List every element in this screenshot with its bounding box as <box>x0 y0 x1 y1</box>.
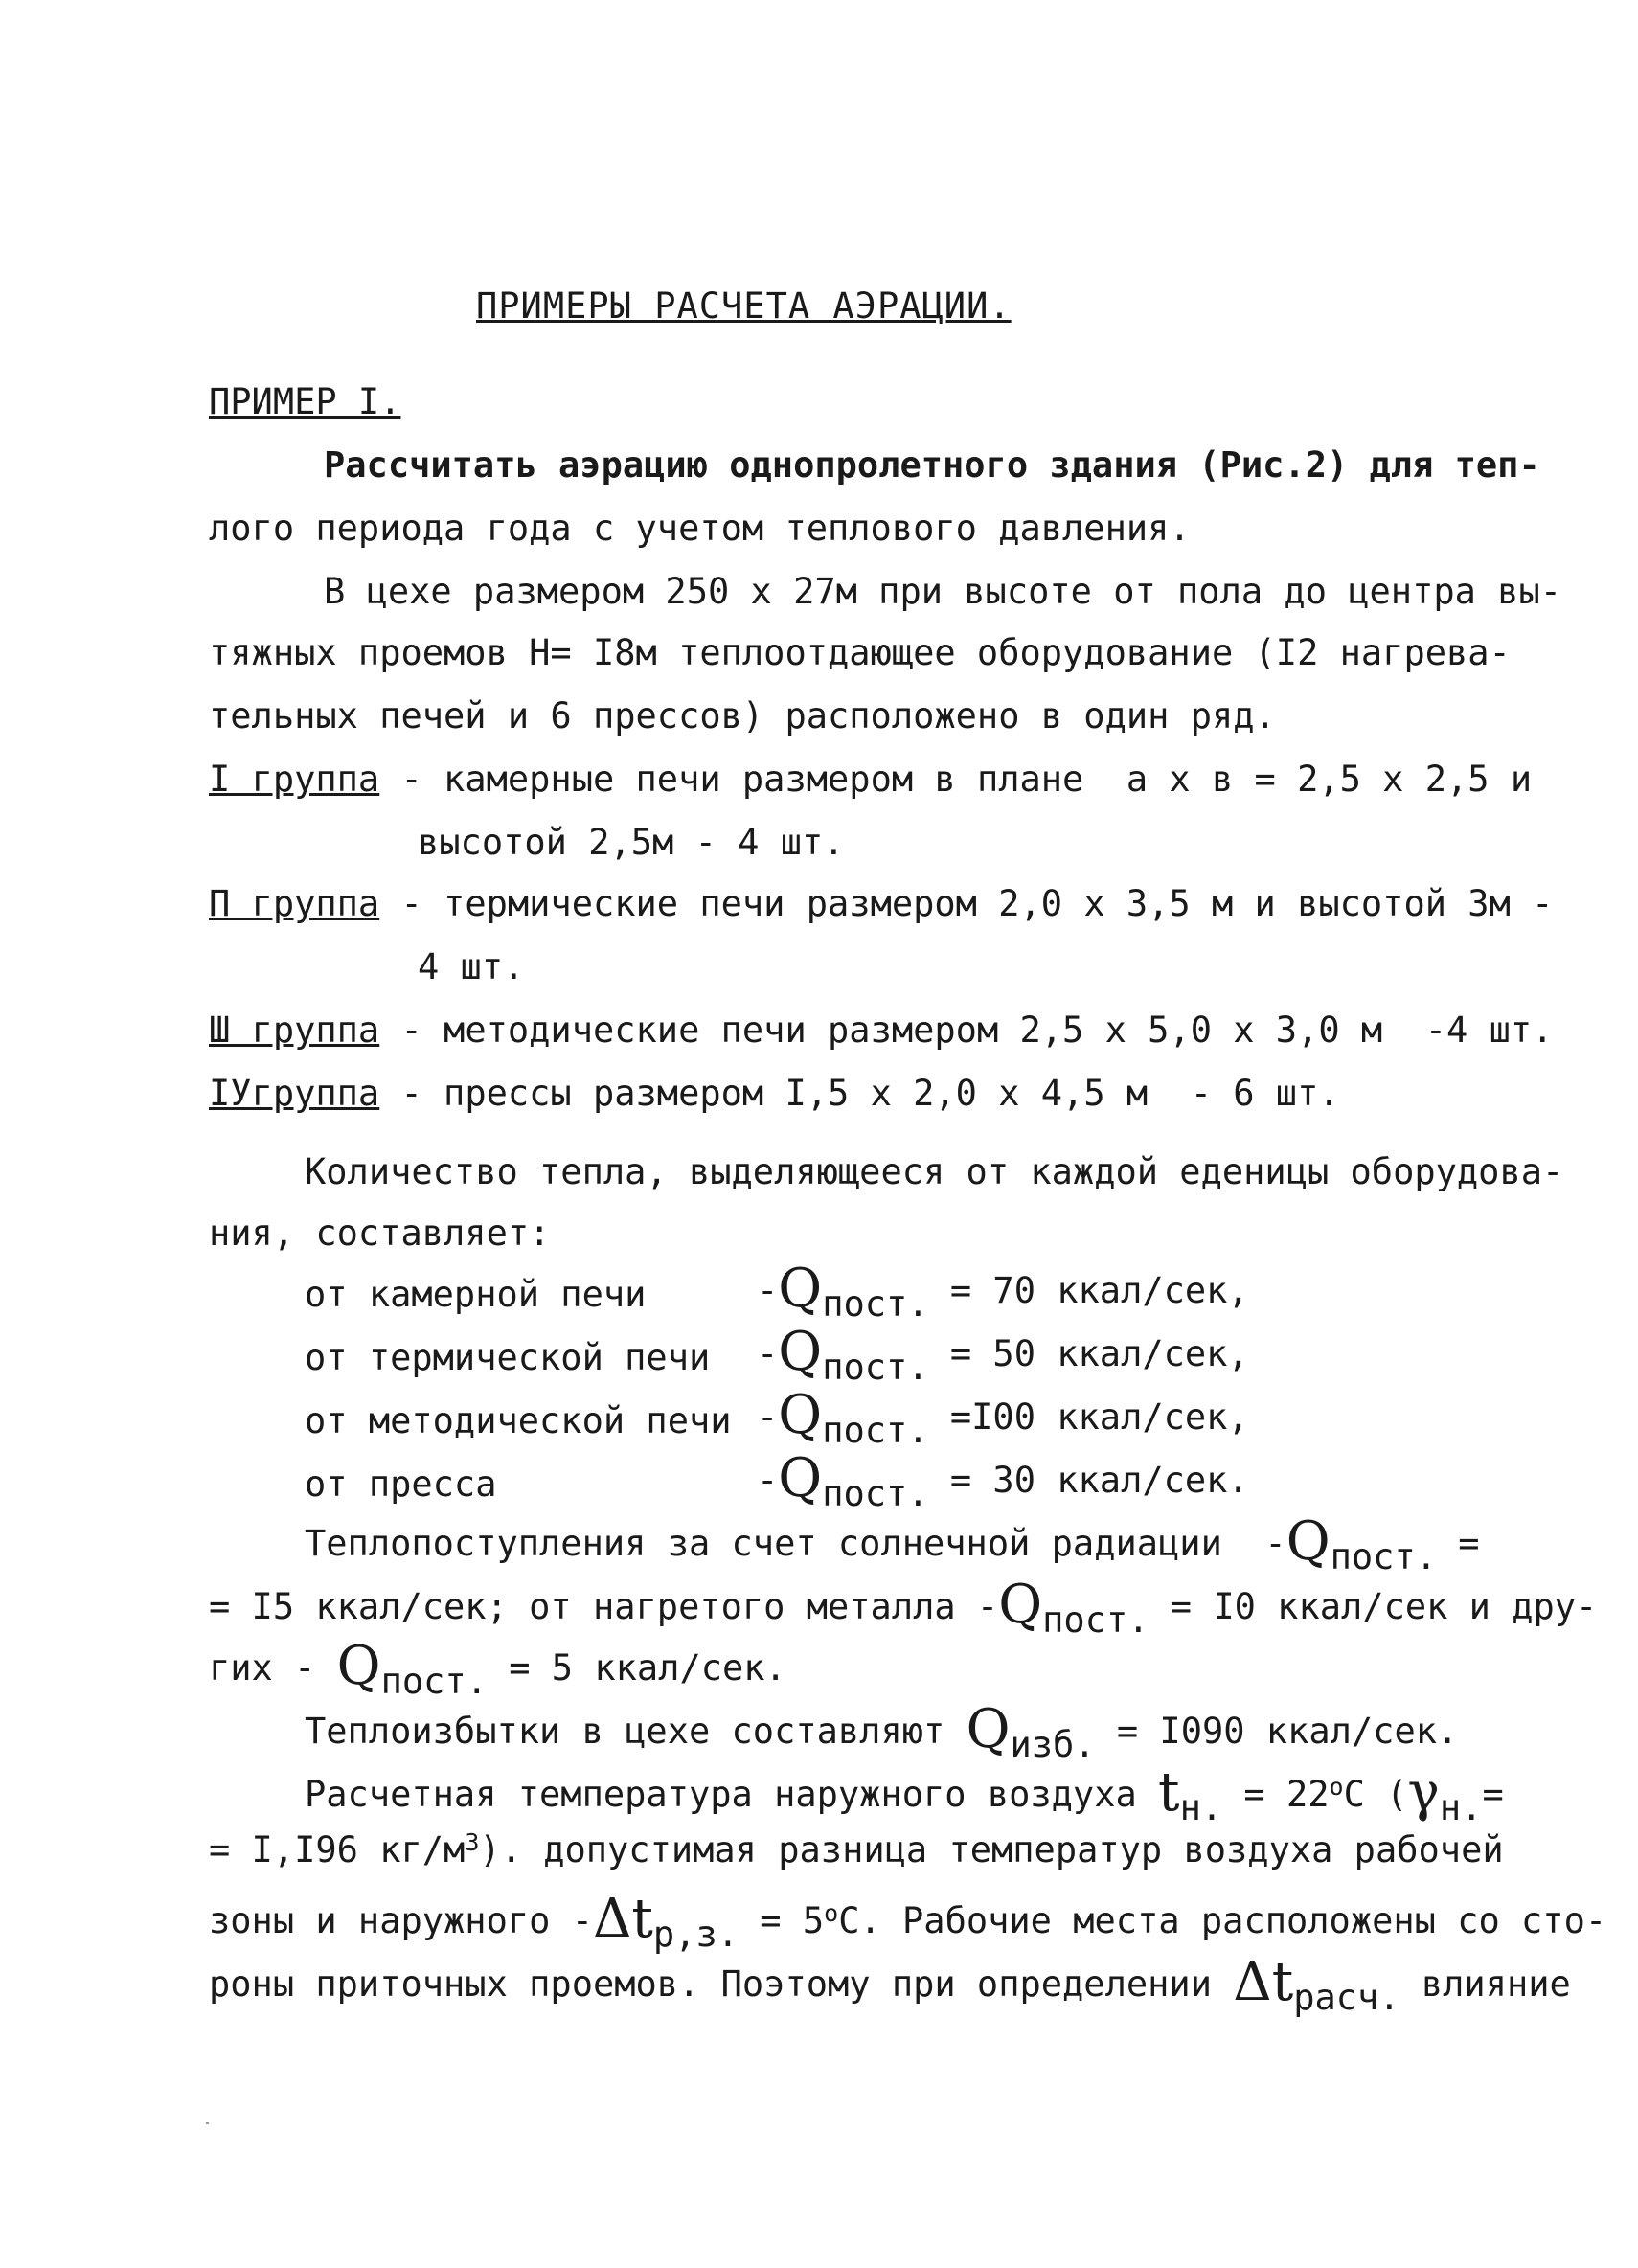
group-3 <box>209 1009 1553 1052</box>
q-symbol: Q <box>778 1384 823 1446</box>
heat-row-source: от термической печи <box>305 1337 711 1378</box>
heat-row-number: = 30 ккал/сек. <box>928 1460 1249 1501</box>
q-subscript: пост. <box>1042 1599 1149 1641</box>
group-4-name: IУгруппа <box>209 1073 380 1114</box>
paragraph-2-line-2: тяжных проемов Н= I8м теплоотдающее оборудование (I2 нагрева- <box>209 632 1511 673</box>
paragraph-2-line-3: тельных печей и 6 прессов) расположено в один ряд. <box>209 695 1276 737</box>
gamma-symbol: γ <box>1407 1761 1440 1824</box>
q-subscript: пост. <box>822 1410 929 1451</box>
t-symbol: t <box>1158 1761 1180 1824</box>
scan-speck <box>206 2122 209 2124</box>
zone-value: = 5 <box>739 1900 825 1941</box>
density-value: = I,I96 кг/м <box>209 1829 466 1871</box>
heat-row-value: $-Q_{пост.} =I00$ ккал/сек, <box>757 1384 1249 1451</box>
paragraph-1-line-2: лого периода года с учетом теплового давления. <box>209 508 1191 549</box>
q-symbol: Q <box>966 1698 1011 1760</box>
group-3-text: - методические печи размером 2,5 х 5,0 х 3,0 м -4 шт. <box>379 1009 1554 1051</box>
q-excess-subscript: изб. <box>1010 1724 1096 1765</box>
page-title: ПРИМЕРЫ РАСЧЕТА АЭРАЦИИ. <box>476 285 1012 327</box>
heat-row-source: от камерной печи <box>305 1274 647 1315</box>
group-1-name: I группа <box>209 759 380 800</box>
group-1-text: - камерные печи размером в плане а х в = 2,5 х 2,5 и <box>379 759 1533 800</box>
delta-t-subscript: р,з. <box>652 1914 739 1955</box>
heat-intro-line-1: Количество тепла, выделяющееся от каждой еденицы оборудова- <box>305 1151 1564 1192</box>
delta-t-symbol: Δt <box>592 1888 653 1950</box>
temp-value: = 22 <box>1222 1774 1330 1815</box>
excess-value: = I090 ккал/сек. <box>1095 1711 1459 1752</box>
metal-value: = I0 ккал/сек и дру- <box>1149 1586 1598 1627</box>
temp-eq: = <box>1482 1774 1504 1815</box>
density-line <box>209 1829 1504 1871</box>
q-symbol: Q <box>778 1447 823 1509</box>
solar-line-1 <box>305 1510 1480 1577</box>
example-heading: ПРИМЕР I. <box>209 381 401 422</box>
q-symbol: Q <box>778 1321 823 1383</box>
group-2-text: - термические печи размером 2,0 х 3,5 м и высотой 3м - <box>379 883 1554 924</box>
group-4-text: - прессы размером I,5 х 2,0 х 4,5 м - 6 шт. <box>379 1073 1340 1114</box>
heat-intro-line-2: ния, составляет: <box>209 1213 551 1254</box>
q-symbol: Q <box>998 1574 1043 1636</box>
q-subscript: пост. <box>380 1661 488 1702</box>
q-subscript: пост. <box>1330 1536 1438 1577</box>
heat-row-value: $-Q_{пост.} = 30$ ккал/сек. <box>757 1447 1249 1514</box>
q-subscript: пост. <box>822 1347 929 1388</box>
temp-text: Расчетная температура наружного воздуха <box>305 1774 1159 1815</box>
last-word: влияние <box>1399 1963 1571 2005</box>
zone-line <box>209 1888 1607 1955</box>
zone-rest: С. Рабочие места расположены со сто- <box>838 1900 1607 1941</box>
metal-text: = I5 ккал/сек; от нагретого металла - <box>209 1586 999 1627</box>
excess-text: Теплоизбытки в цехе составляют <box>305 1711 967 1752</box>
gamma-subscript: н. <box>1439 1787 1483 1828</box>
other-text: гих - <box>209 1647 337 1689</box>
delta-t-symbol: Δt <box>1233 1951 1294 2013</box>
other-value: = 5 ккал/сек. <box>487 1647 786 1689</box>
group-2 <box>209 883 1553 925</box>
degree-mark: о <box>1329 1773 1344 1801</box>
solar-text: Теплопоступления за счет солнечной радиации - <box>305 1523 1286 1564</box>
temperature-line <box>305 1761 1504 1828</box>
delta-t-calc-subscript: расч. <box>1293 1977 1400 2018</box>
cube-mark: 3 <box>465 1828 480 1856</box>
zone-text: зоны и наружного - <box>209 1900 593 1941</box>
solar-line-3 <box>209 1635 786 1702</box>
q-symbol: Q <box>1285 1510 1331 1573</box>
paragraph-1-line-1: Рассчитать аэрацию однопролетного здания (Рис.2) для теп- <box>324 444 1540 486</box>
heat-row-number: = 50 ккал/сек, <box>928 1333 1249 1374</box>
q-symbol: Q <box>778 1258 823 1320</box>
solar-eq: = <box>1437 1523 1480 1564</box>
last-line <box>209 1951 1571 2018</box>
excess-line <box>305 1698 1459 1765</box>
paragraph-2-line-1: В цехе размером 250 х 27м при высоте от пола до центра вы- <box>324 571 1562 612</box>
heat-row-value: $-Q_{пост.} = 50$ ккал/сек, <box>757 1321 1249 1388</box>
q-subscript: пост. <box>822 1473 929 1514</box>
temp-unit: С ( <box>1343 1774 1408 1815</box>
group-4 <box>209 1073 1340 1115</box>
degree-mark: о <box>824 1899 839 1927</box>
solar-line-2 <box>209 1574 1598 1641</box>
t-subscript: н. <box>1179 1787 1223 1828</box>
last-text: роны приточных проемов. Поэтому при определении <box>209 1963 1234 2005</box>
density-text: ). допустимая разница температур воздуха рабочей <box>479 1829 1504 1871</box>
q-subscript: пост. <box>822 1283 929 1325</box>
heat-row-number: = 70 ккал/сек, <box>928 1270 1249 1311</box>
group-2-name: П группа <box>209 883 380 924</box>
heat-row-source: от методической печи <box>305 1400 732 1441</box>
group-1-continuation: высотой 2,5м - 4 шт. <box>418 822 845 863</box>
heat-row-value: $-Q_{пост.} = 70$ ккал/сек, <box>757 1258 1249 1325</box>
heat-row-source: от пресса <box>305 1463 497 1505</box>
group-1 <box>209 759 1532 801</box>
heat-row-number: =I00 ккал/сек, <box>928 1396 1249 1438</box>
group-2-continuation: 4 шт. <box>418 946 525 987</box>
q-symbol: Q <box>336 1635 381 1697</box>
group-3-name: Ш группа <box>209 1009 380 1051</box>
